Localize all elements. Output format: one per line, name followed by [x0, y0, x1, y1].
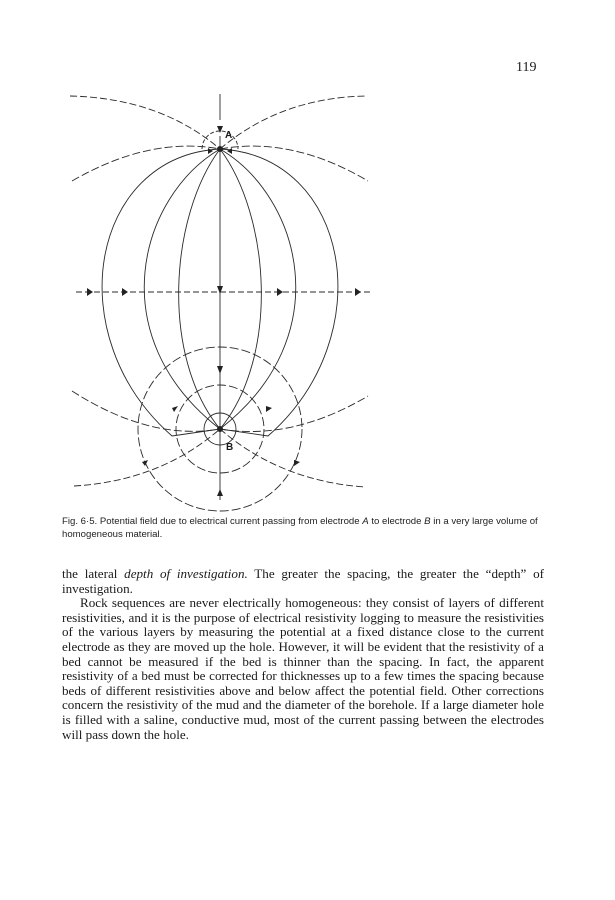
caption-electrode-b: B	[424, 516, 431, 527]
figure-caption	[62, 515, 552, 541]
arrow-midline-3	[277, 288, 283, 296]
arrow-midline-4	[355, 288, 361, 296]
flow-line-inner-left	[144, 149, 220, 429]
flow-line-mid-right	[220, 149, 261, 429]
paragraph-1	[62, 567, 544, 596]
arrow-midline-2	[122, 288, 128, 296]
electrode-b-label: B	[226, 442, 234, 453]
wing-curve-left-b	[72, 391, 220, 431]
page-number: 119	[516, 60, 537, 75]
arrow-b-lower-right	[294, 460, 300, 466]
arrow-b-right	[266, 406, 272, 412]
flow-line-inner-right	[220, 149, 296, 429]
paragraph-1-before: the lateral	[62, 566, 125, 581]
wing-curve-left-a	[72, 146, 220, 181]
outer-flow-line-right-b	[220, 429, 365, 487]
paragraph-2: Rock sequences are never electrically homogeneous: they consist of layers of different resistivities, and it is the purpose of electrical resistivity logging to measure the resistivities of the various layers by measuring the potential at a fixed distance close to the current electrode as they are moved up the hole. However, it will be evident that the resistivity of a bed cannot be measured if the bed is thinner than the spacing. In fact, the apparent resistivity of a bed must be corrected for thicknesses up to a few times the spacing because beds of different resistivities above and below affect the potential field. Other corrections concern the resistivity of the mud and the diameter of the borehole. If a large diameter hole is filled with a saline, conductive mud, most of the current passing between the electrodes will pass down the hole.	[62, 595, 544, 742]
arrow-b-left	[172, 406, 178, 412]
arrow-midline-1	[87, 288, 93, 296]
arrow-a-right	[227, 148, 232, 154]
wing-curve-right-a	[220, 146, 368, 181]
outer-flow-line-right-a	[220, 96, 365, 149]
arrow-axis-top	[217, 126, 223, 133]
electrode-a-label: A	[225, 130, 233, 141]
electrode-a-marker	[217, 146, 223, 152]
flow-line-mid-left	[179, 149, 220, 429]
arrow-a-left	[208, 148, 213, 154]
outer-flow-line-left-b	[74, 429, 220, 486]
arrow-b-lower-left	[142, 460, 148, 466]
wing-curve-right-b	[220, 396, 368, 432]
arrow-axis-lower	[217, 366, 223, 374]
paragraph-1-after: The greater the spacing, the greater the “depth” of investigation.	[62, 566, 544, 596]
caption-electrode-a: A	[362, 516, 369, 527]
caption-text-2: to electrode	[368, 516, 425, 527]
caption-fig-label: Fig. 6·5.	[62, 516, 98, 527]
caption-text-1: Potential field due to electrical current passing from electrode	[97, 516, 363, 527]
arrow-axis-mid	[217, 286, 223, 294]
caption-text-3: in a very large volume of homogeneous material.	[62, 516, 538, 540]
outer-flow-line-left-a	[70, 96, 220, 149]
paragraph-1-emphasis: depth of investigation.	[124, 566, 248, 581]
electrode-b-marker	[217, 426, 223, 432]
flow-line-outer-left	[102, 149, 220, 436]
body-text	[62, 567, 544, 742]
potential-field-figure	[60, 86, 380, 516]
arrow-axis-bottom	[217, 489, 223, 496]
potential-field-diagram	[60, 86, 380, 516]
